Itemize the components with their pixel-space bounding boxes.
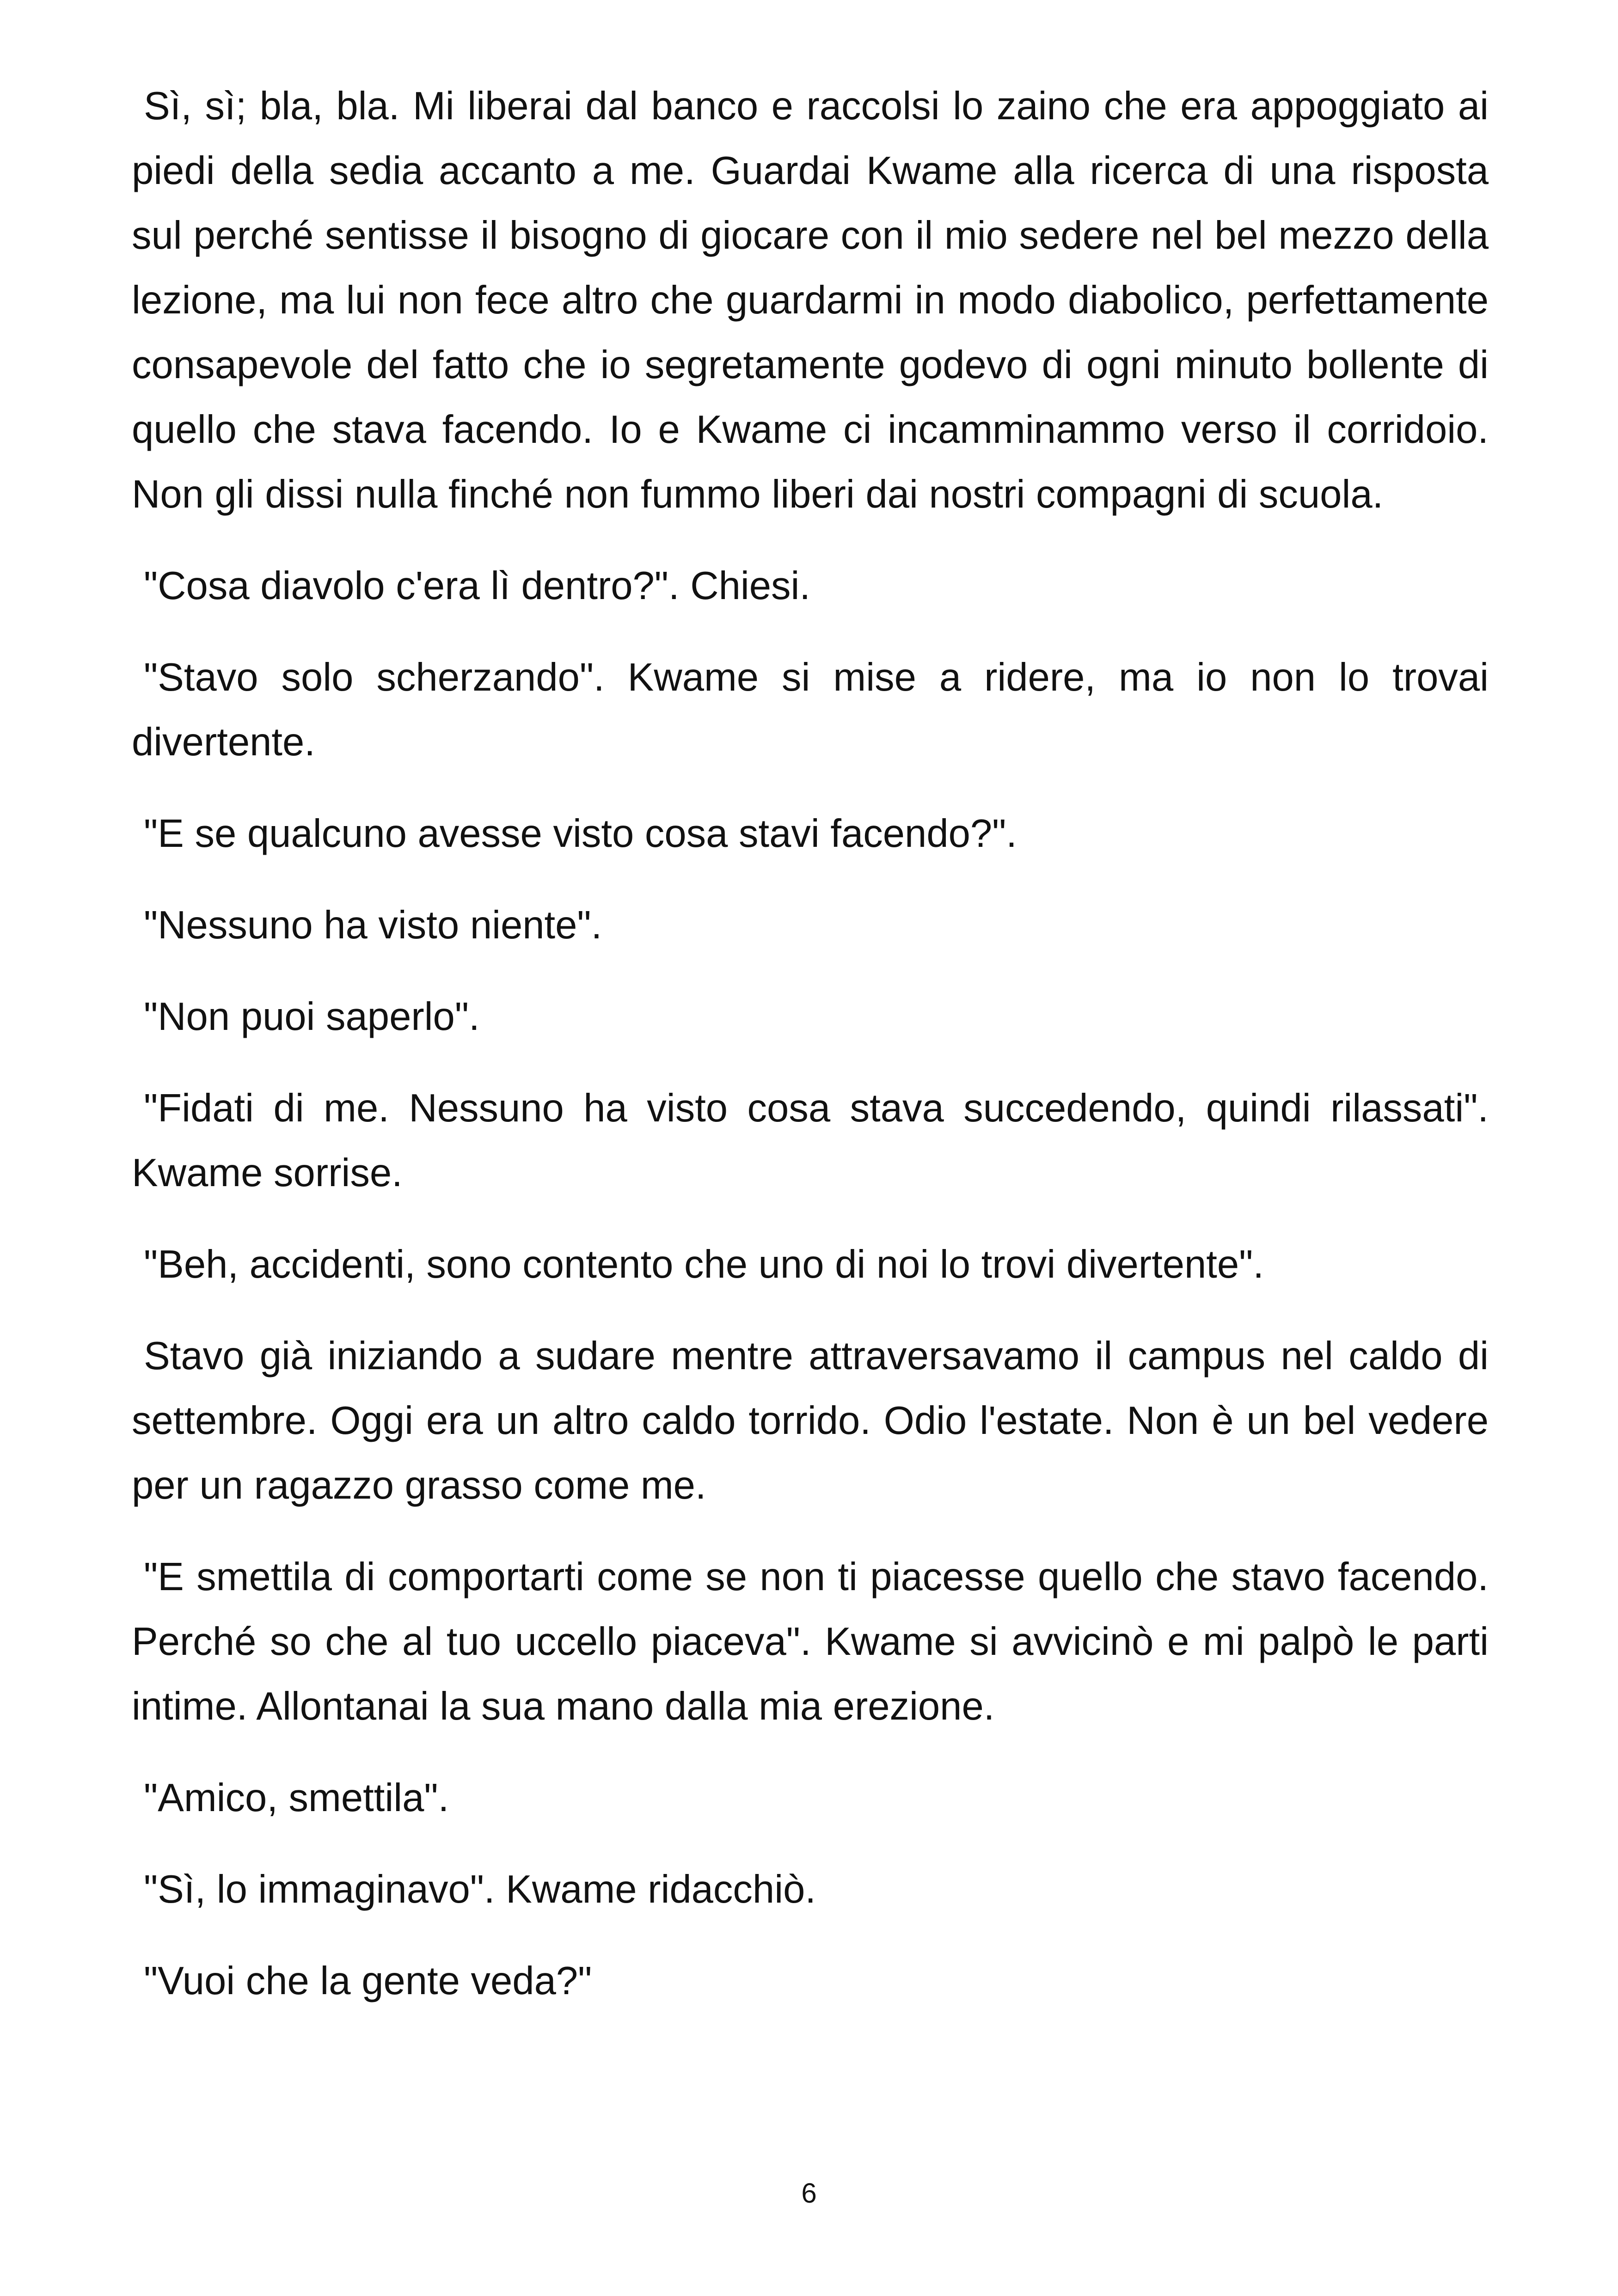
page-number: 6	[801, 2178, 817, 2209]
paragraph: "Non puoi saperlo".	[144, 995, 480, 1039]
paragraph: "Nessuno ha visto niente".	[144, 903, 602, 947]
paragraph: "Stavo solo scherzando". Kwame si mise a ridere, ma io non lo trovai divertente.	[132, 655, 1489, 764]
paragraph: "E se qualcuno avesse visto cosa stavi facendo?".	[144, 812, 1017, 856]
body-text	[132, 74, 1489, 2040]
paragraph: Stavo già iniziando a sudare mentre attraversavamo il campus nel caldo di settembre. Oggi era un altro caldo torrido. Odio l'estate. Non è un bel vedere per un ragazzo grasso come me.	[132, 1334, 1489, 1507]
paragraph: "Sì, lo immaginavo". Kwame ridacchiò.	[144, 1867, 816, 1911]
paragraph: "Cosa diavolo c'era lì dentro?". Chiesi.	[144, 564, 811, 608]
paragraph: "Beh, accidenti, sono contento che uno di noi lo trovi divertente".	[144, 1243, 1264, 1286]
paragraph: "E smettila di comportarti come se non ti piacesse quello che stavo facendo. Perché so che al tuo uccello piaceva". Kwame si avvicinò e mi palpò le parti intime. Allontanai la sua mano dalla mia erezione.	[132, 1555, 1489, 1728]
paragraph: "Vuoi che la gente veda?"	[144, 1959, 592, 2003]
paragraph: "Amico, smettila".	[144, 1776, 449, 1820]
paragraph: Sì, sì; bla, bla. Mi liberai dal banco e raccolsi lo zaino che era appoggiato ai piedi della sedia accanto a me. Guardai Kwame alla ricerca di una risposta sul perché sentisse il bisogno di giocare con il mio sedere nel bel mezzo della lezione, ma lui non fece altro che guardarmi in modo diabolico, perfettamente consapevole del fatto che io segretamente godevo di ogni minuto bollente di quello che stava facendo. Io e Kwame ci incamminammo verso il corridoio. Non gli dissi nulla finché non fummo liberi dai nostri compagni di scuola.	[132, 84, 1489, 516]
paragraph: "Fidati di me. Nessuno ha visto cosa stava succedendo, quindi rilassati". Kwame sorrise.	[132, 1086, 1489, 1195]
